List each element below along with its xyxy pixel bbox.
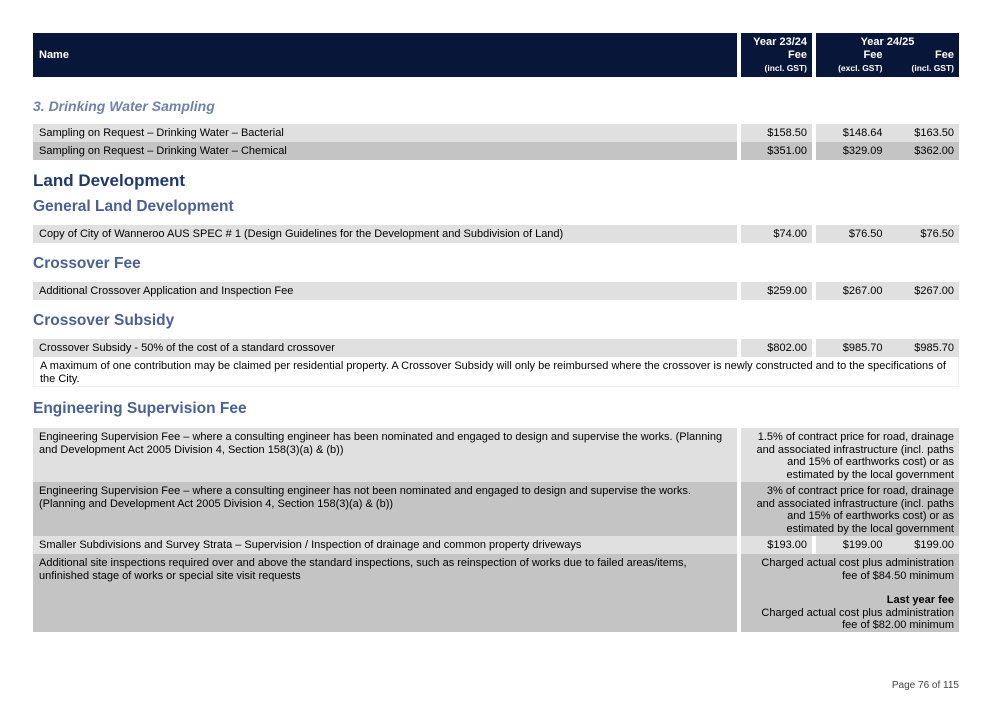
table-row: Crossover Subsidy - 50% of the cost of a standard crossover $802.00 $985.70 $985.70 [33, 339, 959, 357]
header-year-2324: Year 23/24 Fee (incl. GST) [741, 33, 812, 77]
section-title-engineering: Engineering Supervision Fee [33, 400, 247, 417]
last-year-label: Last year fee [886, 594, 954, 606]
table-row: Sampling on Request – Drinking Water – Bacterial $158.50 $148.64 $163.50 [33, 124, 959, 142]
section-title-crossover-fee: Crossover Fee [33, 255, 141, 272]
table-row: Additional Crossover Application and Inspection Fee $259.00 $267.00 $267.00 [33, 282, 959, 300]
section-title-drinking-water: 3. Drinking Water Sampling [33, 98, 215, 114]
header-name: Name [33, 33, 737, 77]
header-year-2425: Year 24/25 Fee (excl. GST) Fee (incl. GST) [816, 33, 959, 77]
section-title-general-land: General Land Development [33, 198, 234, 215]
crossover-subsidy-note: A maximum of one contribution may be claimed per residential property. A Crossover Subsidy will only be reimbursed where the crossover is newly constructed and to the specifications of the City. [33, 357, 959, 387]
table-row: Additional site inspections required over and above the standard inspections, such as reinspection of works due to failed areas/items, unfinished stage of works or special site visit requests Charged actual cost plus administration fee of $84.50 minimum Last year fee Charged actual cost plus administration fee of $82.00 minimum [33, 554, 959, 632]
section-title-crossover-subsidy: Crossover Subsidy [33, 312, 175, 329]
table-row: Copy of City of Wanneroo AUS SPEC # 1 (Design Guidelines for the Development and Subdivision of Land) $74.00 $76.50 $76.50 [33, 225, 959, 243]
page-number: Page 76 of 115 [891, 680, 959, 691]
table-row: Engineering Supervision Fee – where a consulting engineer has been nominated and engaged to design and supervise the works. (Planning and Development Act 2005 Division 4, Section 158(3)(a) & (b)) 1.5% of contract price for road, drainage and associated infrastructure (incl. paths and 15% of earthworks cost) or as estimated by the local government [33, 428, 959, 482]
section-title-land-development: Land Development [33, 171, 186, 190]
fee-schedule-page [33, 33, 959, 632]
table-row: Sampling on Request – Drinking Water – Chemical $351.00 $329.09 $362.00 [33, 142, 959, 160]
table-header [33, 33, 959, 77]
table-row: Engineering Supervision Fee – where a consulting engineer has not been nominated and engaged to design and supervise the works. (Planning and Development Act 2005 Division 4, Section 158(3)(a) & (b)) 3% of contract price for road, drainage and associated infrastructure (incl. paths and 15% of earthworks cost) or as estimated by the local government [33, 482, 959, 536]
table-row: Smaller Subdivisions and Survey Strata – Supervision / Inspection of drainage and common property driveways $193.00 $199.00 $199.00 [33, 536, 959, 554]
